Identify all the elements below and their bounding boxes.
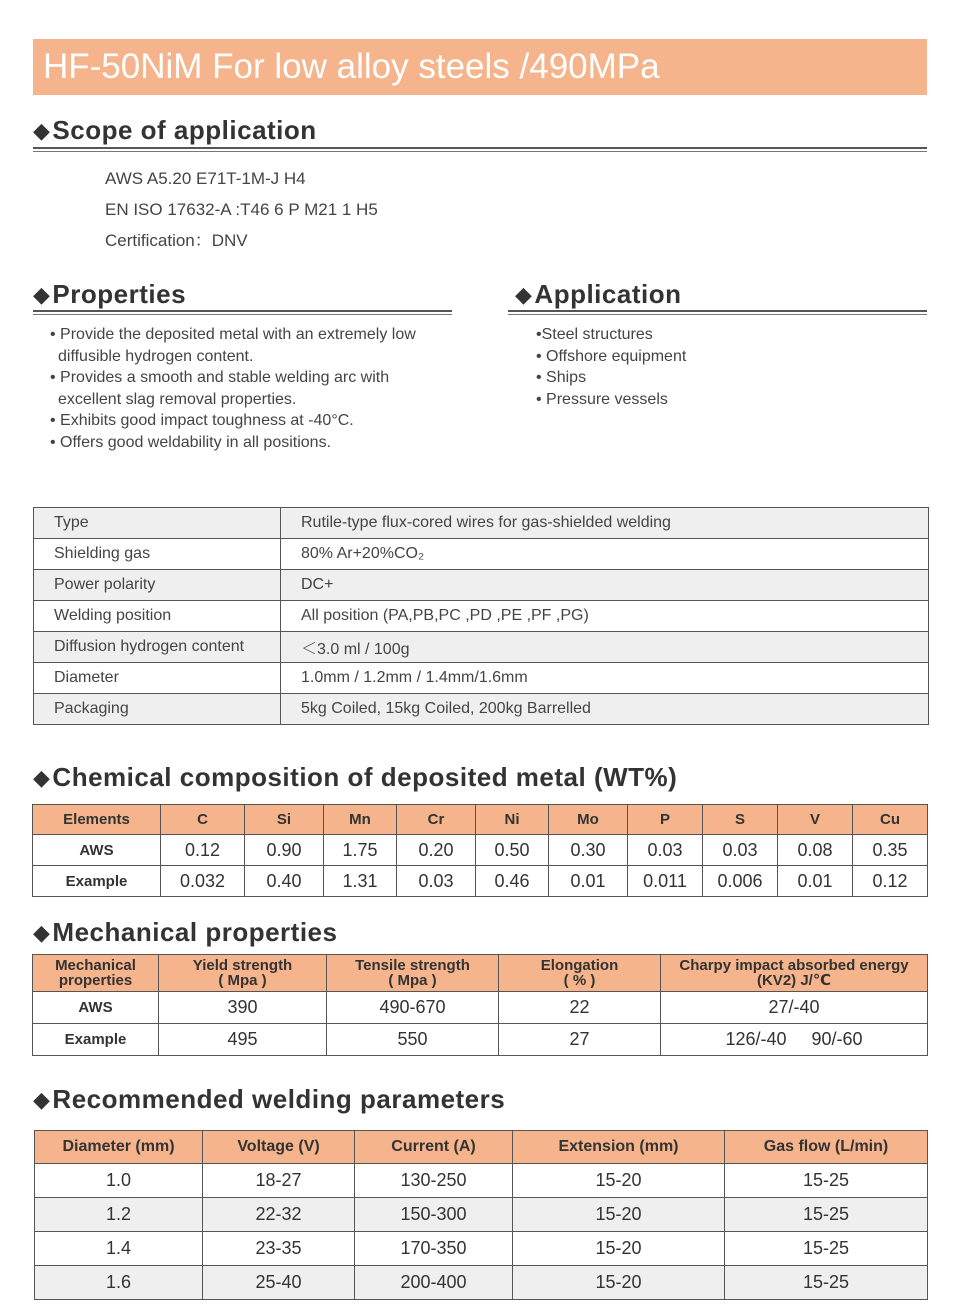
column-header: Si xyxy=(245,805,324,835)
column-header xyxy=(499,955,661,992)
table-cell: 1.2 xyxy=(35,1198,203,1232)
list-item: • Provides a smooth and stable welding arc with xyxy=(50,369,390,386)
column-header: P xyxy=(628,805,703,835)
diamond-icon: ◆ xyxy=(33,920,51,945)
table-header-row xyxy=(33,805,928,835)
spec-value: ＜3.0 ml / 100g xyxy=(281,632,929,663)
table-cell: 1.0 xyxy=(35,1164,203,1198)
diamond-icon: ◆ xyxy=(33,118,51,143)
table-cell: 1.31 xyxy=(324,866,397,897)
table-row xyxy=(35,1164,928,1198)
table-header-row xyxy=(35,1131,928,1164)
spec-label: Diffusion hydrogen content xyxy=(34,632,281,663)
column-header: S xyxy=(703,805,778,835)
column-header: Mn xyxy=(324,805,397,835)
scope-heading xyxy=(33,115,317,147)
scope-line: AWS A5.20 E71T-1M-J H4 xyxy=(105,169,306,188)
scope-line: EN ISO 17632-A :T46 6 P M21 1 H5 xyxy=(105,200,378,219)
table-cell: 126/-40 90/-60 xyxy=(661,1024,928,1056)
header-line: Yield strength xyxy=(192,957,293,974)
row-label: Example xyxy=(33,866,161,897)
welding-table xyxy=(34,1130,928,1300)
spec-value: 80% Ar+20%CO₂ xyxy=(281,539,929,570)
table-cell: 130-250 xyxy=(355,1164,513,1198)
table-cell: 170-350 xyxy=(355,1232,513,1266)
table-header-row xyxy=(33,955,928,992)
spec-label: Type xyxy=(34,508,281,539)
column-header: Current (A) xyxy=(355,1131,513,1164)
diamond-icon: ◆ xyxy=(33,282,51,307)
table-cell: 15-20 xyxy=(513,1198,725,1232)
divider xyxy=(508,310,927,315)
table-cell: 1.6 xyxy=(35,1266,203,1300)
column-header xyxy=(33,955,159,992)
chemical-table xyxy=(32,804,928,897)
mechanical-heading xyxy=(33,917,337,949)
table-cell: 390 xyxy=(159,992,327,1024)
table-cell: 0.006 xyxy=(703,866,778,897)
table-cell: 23-35 xyxy=(203,1232,355,1266)
list-item: • Offers good weldability in all positions. xyxy=(50,433,332,451)
header-line: (KV2) J/℃ xyxy=(756,972,831,989)
table-cell: 0.032 xyxy=(161,866,245,897)
list-item: diffusible hydrogen content. xyxy=(58,347,254,365)
chemical-heading-text: Chemical composition of deposited metal (WT%) xyxy=(52,762,678,792)
column-header xyxy=(159,955,327,992)
page-title: HF-50NiM For low alloy steels /490MPa xyxy=(33,39,927,95)
spec-label: Shielding gas xyxy=(34,539,281,570)
table-cell: 0.12 xyxy=(161,835,245,866)
table-row xyxy=(35,1232,928,1266)
spec-label: Diameter xyxy=(34,663,281,694)
properties-list xyxy=(50,324,416,453)
table-cell: 0.01 xyxy=(549,866,628,897)
table-cell: 0.12 xyxy=(853,866,928,897)
table-cell: 22-32 xyxy=(203,1198,355,1232)
spec-value: 5kg Coiled, 15kg Coiled, 200kg Barrelled xyxy=(281,694,929,725)
header-line: Charpy impact absorbed energy xyxy=(679,957,909,974)
table-cell: 22 xyxy=(499,992,661,1024)
table-row xyxy=(35,1198,928,1232)
spec-value: DC+ xyxy=(281,570,929,601)
table-cell: 490-670 xyxy=(327,992,499,1024)
table-row xyxy=(34,694,929,725)
table-cell: 0.90 xyxy=(245,835,324,866)
table-cell: 15-20 xyxy=(513,1232,725,1266)
column-header: V xyxy=(778,805,853,835)
table-cell: 0.50 xyxy=(476,835,549,866)
table-cell: 18-27 xyxy=(203,1164,355,1198)
spec-label: Power polarity xyxy=(34,570,281,601)
table-cell: 15-20 xyxy=(513,1266,725,1300)
table-cell: 1.4 xyxy=(35,1232,203,1266)
table-cell: 15-20 xyxy=(513,1164,725,1198)
list-item: • Pressure vessels xyxy=(536,390,668,408)
table-cell: 15-25 xyxy=(725,1266,928,1300)
column-header: Extension (mm) xyxy=(513,1131,725,1164)
application-heading-text: Application xyxy=(534,279,682,309)
diamond-icon: ◆ xyxy=(515,282,533,307)
diamond-icon: ◆ xyxy=(33,1087,51,1112)
table-cell: 27/-40 xyxy=(661,992,928,1024)
table-cell: 0.08 xyxy=(778,835,853,866)
column-header: Ni xyxy=(476,805,549,835)
table-row xyxy=(33,1024,928,1056)
table-cell: 15-25 xyxy=(725,1232,928,1266)
column-header: Cu xyxy=(853,805,928,835)
table-cell: 550 xyxy=(327,1024,499,1056)
table-cell: 0.03 xyxy=(628,835,703,866)
spec-value: Rutile-type flux-cored wires for gas-shielded welding xyxy=(281,508,929,539)
table-row xyxy=(33,835,928,866)
list-item: • Provide the deposited metal with an extremely low xyxy=(50,326,416,343)
welding-heading xyxy=(33,1084,505,1116)
header-line: ( Mpa ) xyxy=(218,972,267,989)
table-cell: 15-25 xyxy=(725,1164,928,1198)
list-item: • Ships xyxy=(536,369,587,386)
table-cell: 27 xyxy=(499,1024,661,1056)
table-cell: 0.03 xyxy=(703,835,778,866)
list-item: • Exhibits good impact toughness at -40°C. xyxy=(50,412,354,429)
table-cell: 0.03 xyxy=(397,866,476,897)
scope-line: Certification：DNV xyxy=(105,231,248,250)
column-header: Mo xyxy=(549,805,628,835)
column-header: Diameter (mm) xyxy=(35,1131,203,1164)
chemical-heading xyxy=(33,762,677,794)
table-cell: 200-400 xyxy=(355,1266,513,1300)
table-row xyxy=(33,992,928,1024)
properties-heading xyxy=(33,279,186,311)
divider xyxy=(33,147,927,152)
column-header: Gas flow (L/min) xyxy=(725,1131,928,1164)
header-line: Mechanical xyxy=(55,957,136,974)
column-header: Cr xyxy=(397,805,476,835)
spec-table xyxy=(33,507,929,725)
mechanical-table xyxy=(32,954,928,1056)
header-line: Tensile strength xyxy=(355,957,470,974)
application-list xyxy=(536,324,686,410)
table-row xyxy=(34,601,929,632)
header-line: Elongation xyxy=(540,957,619,974)
column-header: C xyxy=(161,805,245,835)
table-cell: 0.30 xyxy=(549,835,628,866)
table-row xyxy=(35,1266,928,1300)
table-cell: 0.46 xyxy=(476,866,549,897)
table-row xyxy=(34,663,929,694)
column-header: Elements xyxy=(33,805,161,835)
row-label: AWS xyxy=(33,835,161,866)
divider xyxy=(33,310,452,315)
table-row xyxy=(34,632,929,663)
table-cell: 0.20 xyxy=(397,835,476,866)
spec-label: Packaging xyxy=(34,694,281,725)
table-row xyxy=(34,570,929,601)
row-label: AWS xyxy=(33,992,159,1024)
mechanical-heading-text: Mechanical properties xyxy=(52,917,338,947)
table-cell: 15-25 xyxy=(725,1198,928,1232)
table-cell: 0.40 xyxy=(245,866,324,897)
table-cell: 25-40 xyxy=(203,1266,355,1300)
list-item: •Steel structures xyxy=(536,326,653,343)
spec-label: Welding position xyxy=(34,601,281,632)
column-header: Voltage (V) xyxy=(203,1131,355,1164)
diamond-icon: ◆ xyxy=(33,765,51,790)
table-row xyxy=(33,866,928,897)
list-item: excellent slag removal properties. xyxy=(58,390,297,408)
header-line: ( Mpa ) xyxy=(388,972,437,989)
properties-heading-text: Properties xyxy=(52,279,187,309)
row-label: Example xyxy=(33,1024,159,1056)
column-header xyxy=(661,955,928,992)
table-cell: 0.35 xyxy=(853,835,928,866)
scope-heading-text: Scope of application xyxy=(52,115,317,145)
header-line: ( % ) xyxy=(563,972,596,989)
column-header xyxy=(327,955,499,992)
table-row xyxy=(34,539,929,570)
table-cell: 0.011 xyxy=(628,866,703,897)
header-line: properties xyxy=(58,972,133,989)
table-cell: 0.01 xyxy=(778,866,853,897)
spec-value: All position (PA,PB,PC ,PD ,PE ,PF ,PG) xyxy=(281,601,929,632)
table-cell: 1.75 xyxy=(324,835,397,866)
table-row xyxy=(34,508,929,539)
welding-heading-text: Recommended welding parameters xyxy=(52,1084,506,1114)
application-heading xyxy=(515,279,681,311)
table-cell: 495 xyxy=(159,1024,327,1056)
list-item: • Offshore equipment xyxy=(536,347,687,365)
spec-value: 1.0mm / 1.2mm / 1.4mm/1.6mm xyxy=(281,663,929,694)
table-cell: 150-300 xyxy=(355,1198,513,1232)
